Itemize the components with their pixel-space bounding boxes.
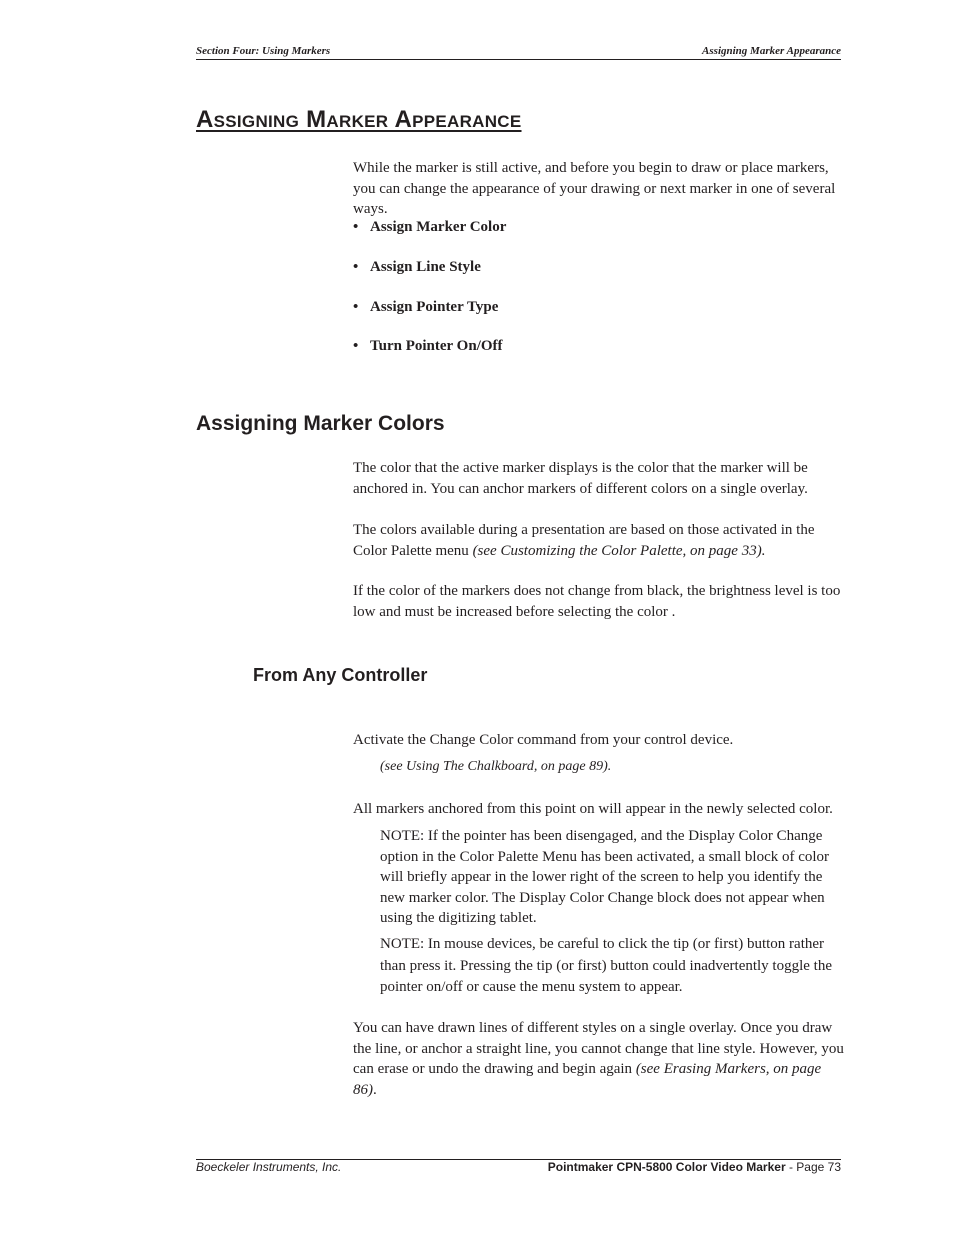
bullet-label: Assign Marker Color [370, 219, 507, 235]
page-title: Assigning Marker Appearance [196, 106, 522, 133]
running-header-right: Assigning Marker Appearance [702, 45, 841, 57]
erasing-markers-reference: (see Erasing Markers, on page 86) [353, 1061, 822, 1098]
header-rule [196, 59, 841, 60]
step-2: All markers anchored from this point on will appear in the newly selected color. [353, 801, 833, 817]
colors-paragraph-2-text: The colors available during a presentation are based on those activated in the Color Palette menu [353, 522, 815, 559]
step-1: Activate the Change Color command from your control device. [353, 732, 734, 748]
note-display-color-change: NOTE: If the pointer has been disengaged, and the Display Color Change option in the Color Palette Menu has been activated, a small block of color will briefly appear in the lower right of the screen to help you identify the new marker color. The Display Color Change block does not appear when using the digitizing tablet. [380, 828, 830, 926]
bullet-item: • Assign Pointer Type [353, 299, 499, 315]
line-style-end: . [373, 1081, 377, 1098]
section-heading-colors: Assigning Marker Colors [196, 412, 445, 435]
bullet-item: • Turn Pointer On/Off [353, 338, 503, 354]
subsection-heading-controller: From Any Controller [253, 665, 428, 685]
colors-paragraph-3: If the color of the markers does not change from black, the brightness level is too low and must be increased before selecting the color . [353, 583, 841, 620]
footer-page-number: - Page 73 [785, 1160, 841, 1174]
bullet-label: Assign Line Style [370, 259, 481, 275]
color-palette-reference: (see Customizing the Color Palette, on page 33). [472, 542, 766, 559]
line-style-paragraph [353, 1018, 845, 1100]
colors-paragraph-1: The color that the active marker displays is the color that the marker will be anchored in. You can anchor markers of different colors on a single overlay. [353, 460, 808, 497]
bullet-item: • Assign Marker Color [353, 219, 507, 235]
step-1-reference: (see Using The Chalkboard, on page 89). [380, 759, 612, 774]
line-style-text: You can have drawn lines of different styles on a single overlay. Once you draw the line, or anchor a straight line, you cannot change that line style. However, you can erase or undo the drawing and begin again [353, 1020, 844, 1077]
running-header-left: Section Four: Using Markers [196, 45, 331, 57]
note-mouse-devices: NOTE: In mouse devices, be careful to click the tip (or first) button rather than press it. Pressing the tip (or first) button could inadvertently toggle the pointer on/off or cause the menu system to appear. [380, 936, 832, 995]
bullet-item: • Assign Line Style [353, 259, 481, 275]
bullet-label: Turn Pointer On/Off [370, 338, 503, 354]
footer-page-info [548, 1160, 841, 1174]
colors-paragraph-2 [353, 520, 845, 561]
footer-company: Boeckeler Instruments, Inc. [196, 1160, 342, 1174]
intro-paragraph: While the marker is still active, and before you begin to draw or place markers, you can change the appearance of your drawing or next marker in one of several ways. [353, 160, 836, 217]
bullet-label: Assign Pointer Type [370, 299, 499, 315]
footer-product: Pointmaker CPN-5800 Color Video Marker [547, 1160, 786, 1174]
